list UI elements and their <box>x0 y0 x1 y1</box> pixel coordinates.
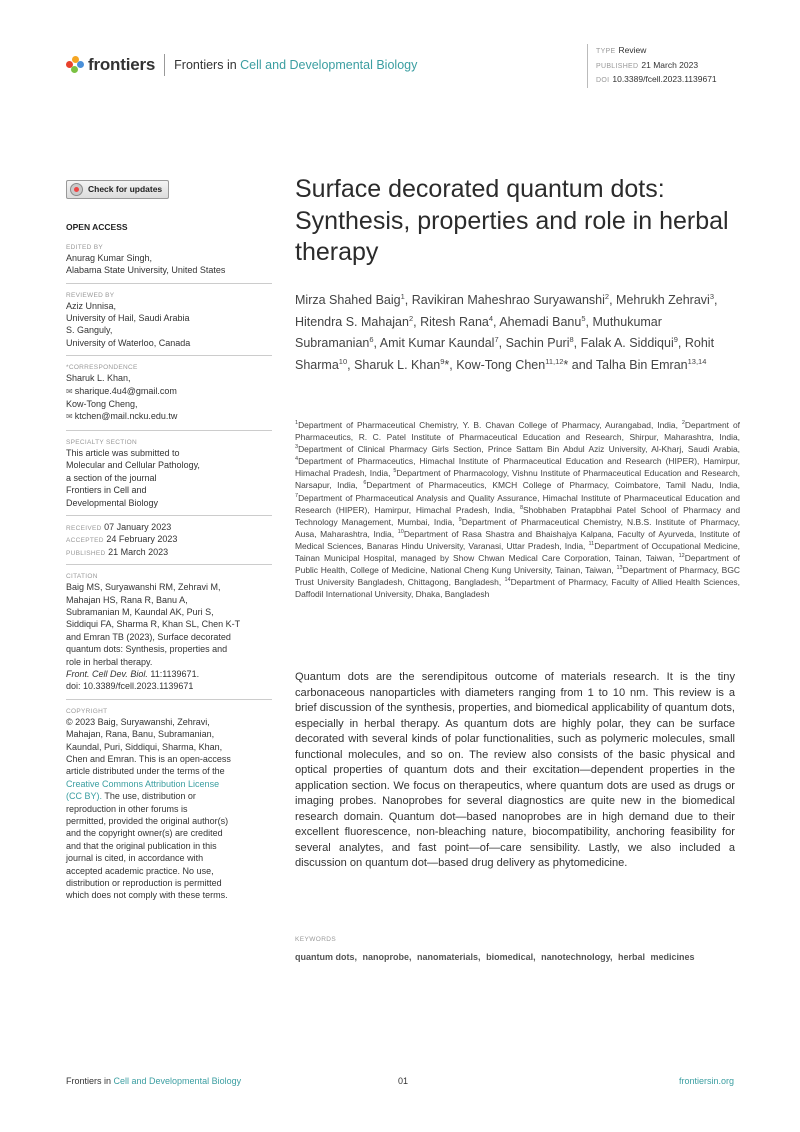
meta-type-label: TYPE <box>596 48 616 55</box>
citation-doi: doi: 10.3389/fcell.2023.1139671 <box>66 681 194 692</box>
affiliation-number: 10 <box>397 529 404 536</box>
journal-name <box>174 58 417 72</box>
citation-label: CITATION <box>66 573 98 581</box>
check-updates-label: Check for updates <box>88 184 163 195</box>
copyright-line: and that the original publication in this <box>66 840 217 851</box>
mail-icon: ✉ <box>66 386 73 396</box>
abstract: Quantum dots are the serendipitous outcome of materials research. It is the tiny carbonaceous nanoparticles with diameters ranging from 1 to 10 nm. This review is a brief discussion of the synthesis, properties, and biomedical applicability of quantum dots, especially in herbal therapy. As quantum dots are highly polar, they can be surface decorated with several kinds of polar functionalities, such as polymeric molecules, small functional molecules, and so on. The review also consists of the basic physical and optical properties of quantum dots and their excitation—dependent properties in the application section. We focus on therapeutics, where quantum dots are used as drugs or imaging probes. Nanoprobes for several diagnostics are quite new in the biomedical research domain. Quantum dot—based nanoprobes are in high demand due to their excellent fluorescence, non-bleaching nature, biocompatibility, anchoring feasibility for several analytes, and fast point—of—care sensibility. Lastly, we also included a discussion on quantum dot—based drug delivery as phytomedicine. <box>295 671 735 869</box>
author[interactable]: Ravikiran Maheshrao Suryawanshi$^2$ <box>411 291 610 307</box>
affiliation-number: 6 <box>363 480 367 487</box>
keyword: quantum dots, <box>295 952 357 962</box>
accepted-date: 24 February 2023 <box>106 534 178 545</box>
meta-type-value: Review <box>618 45 647 55</box>
affiliation: $^{12}$Department of Public Health, College of Medicine, National Cheng Kung University, Tainan, Taiwan, <box>295 553 740 576</box>
keywords <box>295 951 735 964</box>
copyright-line: which does not comply with these terms. <box>66 890 228 901</box>
check-for-updates-button[interactable] <box>66 180 169 199</box>
logo-divider <box>164 54 165 76</box>
copyright-line: permitted, provided the original author(s) <box>66 816 229 827</box>
reviewer-name: Aziz Unnisa, <box>66 300 117 311</box>
published-date: 21 March 2023 <box>108 546 169 557</box>
published-row <box>66 546 272 558</box>
frontiers-logo-icon <box>66 56 84 74</box>
license-link[interactable]: Creative Commons Attribution License <box>66 778 220 789</box>
citation-line: Siddiqui FA, Sharma R, Khan SL, Chen K-T <box>66 619 241 630</box>
affiliation: $^5$Department of Pharmacology, Vishnu Institute of Pharmaceutical Education and Research, Narsapur, India, <box>295 468 740 491</box>
copyright-label: COPYRIGHT <box>66 707 108 715</box>
correspondence <box>66 372 272 424</box>
affiliation: $^4$Department of Pharmaceutics, Himachal Institute of Pharmaceutical Education and Research (HIPER), Hamirpur, Himachal Pradesh, India, <box>295 456 740 479</box>
copyright-line: accepted academic practice. No use, <box>66 865 214 876</box>
sidebar <box>66 180 272 902</box>
keyword: medicines <box>650 952 695 962</box>
author[interactable]: Falak A. Siddiqui$^9$ <box>580 335 678 351</box>
editor-affil: Alabama State University, United States <box>66 265 226 276</box>
copyright-line: distribution or reproduction is permitted <box>66 878 222 889</box>
affiliation-number: 3 <box>295 444 299 451</box>
citation-journal: Front. Cell Dev. Biol. <box>66 668 148 679</box>
keyword: nanotechnology, <box>541 952 613 962</box>
license-link-short[interactable]: (CC BY). <box>66 791 102 802</box>
affiliation-number: 2 <box>681 420 685 427</box>
affiliation-number: 7 <box>295 492 299 499</box>
specialty-label: SPECIALTY SECTION <box>66 438 137 446</box>
author-affil-sup: 10 <box>338 356 348 366</box>
article-meta <box>587 44 717 88</box>
affiliation-number: 14 <box>504 577 511 584</box>
author[interactable]: Kow-Tong Chen$^{11,12}$* <box>456 356 569 373</box>
specialty-line: Molecular and Cellular Pathology, <box>66 460 200 471</box>
author-affil-sup: 2 <box>408 313 414 323</box>
corr-email-row <box>66 410 272 423</box>
author-affil-sup: 9 <box>673 335 678 345</box>
author[interactable]: Mehrukh Zehravi$^3$ <box>616 291 714 307</box>
meta-published-value: 21 March 2023 <box>641 59 699 70</box>
citation <box>66 581 272 693</box>
doi-link[interactable]: 10.3389/fcell.2023.1139671 <box>612 74 717 84</box>
meta-published-label: PUBLISHED <box>596 62 639 70</box>
journal-prefix: Frontiers in <box>174 58 241 72</box>
open-access-label: OPEN ACCESS <box>66 222 128 233</box>
copyright-line: © 2023 Baig, Suryawanshi, Zehravi, <box>66 716 210 727</box>
copyright-line: and the copyright owner(s) are credited <box>66 828 223 839</box>
citation-line: and Emran TB (2023), Surface decorated <box>66 631 231 642</box>
keyword: biomedical, <box>486 952 536 962</box>
divider <box>66 515 272 516</box>
author-affil-sup: 6 <box>369 335 374 345</box>
affiliation-number: 9 <box>458 516 462 523</box>
accepted-label: ACCEPTED <box>66 537 104 545</box>
author[interactable]: Hitendra S. Mahajan$^2$ <box>295 313 414 329</box>
affiliation: $^6$Department of Pharmaceutics, KMCH College of Pharmacy, Coimbatore, Tamil Nadu, India, <box>363 480 740 491</box>
citation-line: Mahajan HS, Rana R, Banu A, <box>66 594 188 605</box>
meta-doi <box>596 73 717 88</box>
author[interactable]: Mirza Shahed Baig$^1$ <box>295 291 405 307</box>
author-affil-sup: 2 <box>604 291 610 301</box>
affiliation: $^{14}$Department of Pharmacy, Faculty of Allied Health Sciences, Daffodil International University, Dhaka, Bangladesh <box>295 577 740 600</box>
author-affil-sup: 9 <box>440 356 445 366</box>
divider <box>66 564 272 565</box>
affiliation-number: 5 <box>393 468 397 475</box>
publisher-logo[interactable] <box>66 54 417 76</box>
correspondence-label: *CORRESPONDENCE <box>66 364 138 372</box>
author[interactable]: Sachin Puri$^8$ <box>505 335 574 351</box>
author[interactable]: Ahemadi Banu$^5$ <box>499 313 586 329</box>
update-check-icon <box>70 183 83 196</box>
footer-site-link[interactable]: frontiersin.org <box>678 1076 734 1086</box>
corr-author-name: Kow-Tong Cheng, <box>66 399 138 410</box>
meta-doi-label: DOI <box>596 77 610 84</box>
specialty-line: Frontiers in Cell and <box>66 485 147 496</box>
copyright-text: The use, distribution or <box>102 791 196 802</box>
received-row <box>66 521 272 533</box>
affiliation-number: 8 <box>519 504 523 511</box>
edited-by-label: EDITED BY <box>66 243 104 251</box>
copyright-line: Chen and Emran. This is an open-access <box>66 754 231 764</box>
corr-email-link[interactable]: ktchen@mail.ncku.edu.tw <box>74 411 178 422</box>
citation-line: Subramanian M, Kaundal AK, Puri S, <box>66 606 214 617</box>
author[interactable]: Amit Kumar Kaundal$^7$ <box>379 335 499 351</box>
page-number: 01 <box>398 1076 409 1086</box>
divider <box>66 283 272 284</box>
author-affil-sup: 13,14 <box>687 356 707 366</box>
specialty-section <box>66 447 272 509</box>
affiliation: $^{13}$Department of Pharmacy, BGC Trust University Bangladesh, Chittagong, Bangladesh, <box>295 565 740 588</box>
editor-name: Anurag Kumar Singh, <box>66 252 153 263</box>
footer-journal-name: Cell and Developmental Biology <box>113 1076 242 1086</box>
published-label: PUBLISHED <box>66 549 106 557</box>
author[interactable]: Talha Bin Emran$^{13,14}$ <box>595 356 707 373</box>
mail-icon: ✉ <box>66 412 73 422</box>
meta-published <box>596 59 717 74</box>
author-affil-sup: 11,12 <box>545 356 564 366</box>
author[interactable]: Rohit Sharma$^{10}$ <box>295 336 715 373</box>
reviewer-affil: University of Waterloo, Canada <box>66 337 191 348</box>
affiliation: $^9$Department of Pharmaceutical Chemistry, N.B.S. Institute of Pharmacy, Ausa, Maharashtra, India, <box>295 516 740 539</box>
author-affil-sup: 4 <box>488 313 494 323</box>
affiliation-number: 4 <box>295 456 299 463</box>
affiliation: $^7$Department of Pharmaceutical Analysis and Quality Assurance, Himachal Institute of Pharmaceutical Education and Research (HIPER), Hamirpur, Himachal Pradesh, India, <box>295 492 740 515</box>
copyright-line: Kaundal, Puri, Siddiqui, Sharma, Khan, <box>66 741 223 752</box>
affiliation: $^2$Department of Pharmaceutics, R. C. Patel Institute of Pharmaceutical Education and Research, Shirpur, Maharashtra, India, <box>295 420 740 443</box>
affiliations <box>295 419 740 600</box>
citation-line: quantum dots: Synthesis, properties and <box>66 644 228 655</box>
author-affil-sup: 5 <box>581 313 586 323</box>
copyright-line: Mahajan, Rana, Banu, Subramanian, <box>66 729 215 740</box>
author-affil-sup: 8 <box>569 335 574 345</box>
keyword: nanoprobe, <box>362 952 412 962</box>
specialty-line: This article was submitted to <box>66 447 180 458</box>
corr-email-link[interactable]: sharique.4u4@gmail.com <box>74 385 177 396</box>
article-title: Surface decorated quantum dots: Synthesis, properties and role in herbal therapy <box>295 175 729 266</box>
citation-line: Baig MS, Suryawanshi RM, Zehravi M, <box>66 582 221 593</box>
journal-title: Cell and Developmental Biology <box>240 58 418 72</box>
author-affil-sup: 7 <box>494 335 499 345</box>
keyword: nanomaterials, <box>417 952 481 962</box>
corr-email-row <box>66 385 272 398</box>
copyright <box>66 716 272 902</box>
citation-journal-line <box>66 668 272 680</box>
divider <box>66 699 272 700</box>
accepted-row <box>66 533 272 545</box>
copyright-line: reproduction in other forums is <box>66 803 188 814</box>
author[interactable]: Sharuk L. Khan$^9$* <box>354 356 450 373</box>
divider <box>66 430 272 431</box>
footer-journal-prefix: Frontiers in <box>66 1076 114 1086</box>
reviewed-by <box>66 300 272 350</box>
affiliation: $^{11}$Department of Occupational Medicine, Tainan Municipal Hospital, managed by Show Chwan Medical Care Corporation, Tainan, Taiwan, <box>295 540 740 564</box>
keyword: herbal <box>617 952 645 962</box>
author[interactable]: Muthukumar Subramanian$^6$ <box>295 314 662 351</box>
affiliation: $^{10}$Department of Rasa Shastra and Bhaishajya Kalpana, Faculty of Ayurveda, Institute of Medical Sciences, Banaras Hindu University, Varanasi, Uttar Pradesh, India, <box>295 528 740 551</box>
specialty-line: a section of the journal <box>66 472 157 483</box>
affiliation-number: 1 <box>295 420 299 427</box>
author-affil-sup: 3 <box>709 291 714 301</box>
affiliation-number: 12 <box>678 553 685 560</box>
received-label: RECEIVED <box>66 524 102 532</box>
copyright-line: article distributed under the terms of the <box>66 766 225 777</box>
copyright-line <box>66 790 272 802</box>
affiliation: $^1$Department of Pharmaceutical Chemistry, Y. B. Chavan College of Pharmacy, Aurangabad, India, <box>295 420 678 430</box>
affiliation-number: 13 <box>616 565 623 572</box>
reviewed-by-label: REVIEWED BY <box>66 291 115 299</box>
corr-author-name: Sharuk L. Khan, <box>66 373 131 384</box>
author-conjunction: and <box>571 358 593 373</box>
citation-line: role in herbal therapy. <box>66 656 153 667</box>
author-affil-sup: 1 <box>400 291 405 301</box>
reviewer-affil: University of Hail, Saudi Arabia <box>66 313 190 324</box>
reviewer-name: S. Ganguly, <box>66 325 113 336</box>
author-list: Mirza Shahed Baig$^1$, Ravikiran Maheshrao Suryawanshi$^2$, Mehrukh Zehravi$^3$, Hitendra S. Mahajan$^2$, Ritesh Rana$^4$, Ahemadi Banu$^5$, Muthukumar Subramanian$^6$, Amit Kumar Kaundal$^7$, Sachin Puri$^8$, Falak A. Siddiqui$^9$, Rohit Sharma$^{10}$, Sharuk L. Khan$^9$*, Kow-Tong Chen$^{11,12}$* and Talha Bin Emran$^{13,14}$ <box>295 291 718 373</box>
footer-journal <box>66 1076 241 1086</box>
copyright-line: journal is cited, in accordance with <box>66 853 204 864</box>
brand-name: frontiers <box>88 55 156 74</box>
affiliation: $^8$Shobhaben Pratapbhai Patel School of Pharmacy and Technology Management, Mumbai, India, <box>295 504 741 527</box>
author[interactable]: Ritesh Rana$^4$ <box>420 313 494 329</box>
specialty-line: Developmental Biology <box>66 497 159 508</box>
affiliation: $^3$Department of Clinical Pharmacy Girls Section, Prince Sattam Bin Abdul Aziz University, Al-Kharj, Saudi Arabia, <box>295 444 740 455</box>
divider <box>66 355 272 356</box>
citation-volume: 11:1139671. <box>147 668 200 679</box>
meta-type <box>596 44 717 59</box>
affiliation-number: 11 <box>588 541 595 548</box>
keywords-label: KEYWORDS <box>295 936 337 943</box>
received-date: 07 January 2023 <box>104 521 172 532</box>
edited-by <box>66 252 272 277</box>
article-dates <box>66 521 272 558</box>
